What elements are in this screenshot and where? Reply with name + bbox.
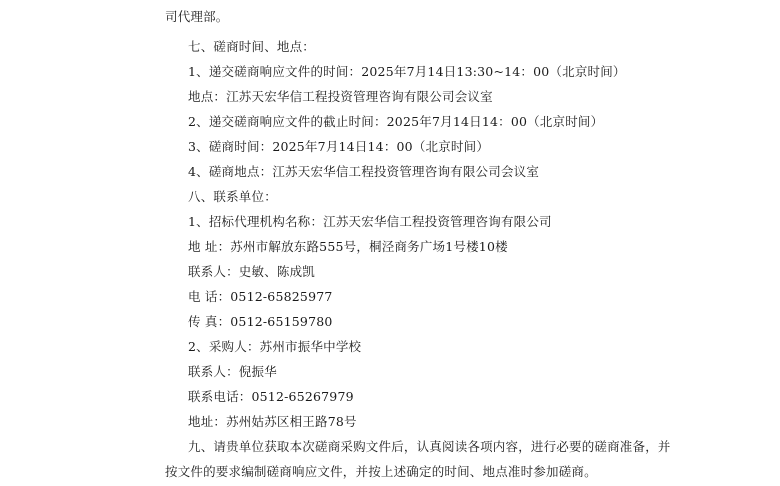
text-line-submission-place: 地点：江苏天宏华信工程投资管理咨询有限公司会议室 (188, 89, 493, 104)
text-line-instructions-continuation: 按文件的要求编制磋商响应文件，并按上述确定的时间、地点准时参加磋商。 (165, 464, 597, 479)
text-line-purchaser-address: 地址：苏州姑苏区相王路78号 (188, 414, 357, 429)
text-line-agency-continuation: 司代理部。 (165, 9, 229, 24)
text-line-purchaser-contact: 联系人：倪振华 (188, 364, 277, 379)
text-line-agency-contact: 联系人：史敏、陈成凯 (188, 264, 316, 279)
text-line-submission-time: 1、递交磋商响应文件的时间：2025年7月14日13:30~14：00（北京时间） (188, 64, 626, 79)
text-line-submission-deadline: 2、递交磋商响应文件的截止时间：2025年7月14日14：00（北京时间） (188, 114, 604, 129)
text-line-agency-address: 地 址：苏州市解放东路555号，桐泾商务广场1号楼10楼 (188, 239, 508, 254)
section-heading-instructions: 九、请贵单位获取本次磋商采购文件后，认真阅读各项内容，进行必要的磋商准备，并 (188, 439, 671, 454)
text-line-agency-phone: 电 话：0512-65825977 (188, 289, 333, 304)
text-line-consultation-place: 4、磋商地点：江苏天宏华信工程投资管理咨询有限公司会议室 (188, 164, 540, 179)
text-line-purchaser: 2、采购人：苏州市振华中学校 (188, 339, 362, 354)
text-line-consultation-time: 3、磋商时间：2025年7月14日14：00（北京时间） (188, 139, 490, 154)
text-line-agency-fax: 传 真：0512-65159780 (188, 314, 333, 329)
section-heading-time-place: 七、磋商时间、地点： (188, 39, 316, 54)
text-line-agency-name: 1、招标代理机构名称：江苏天宏华信工程投资管理咨询有限公司 (188, 214, 552, 229)
text-line-purchaser-phone: 联系电话：0512-65267979 (188, 389, 354, 404)
section-heading-contacts: 八、联系单位： (188, 189, 277, 204)
